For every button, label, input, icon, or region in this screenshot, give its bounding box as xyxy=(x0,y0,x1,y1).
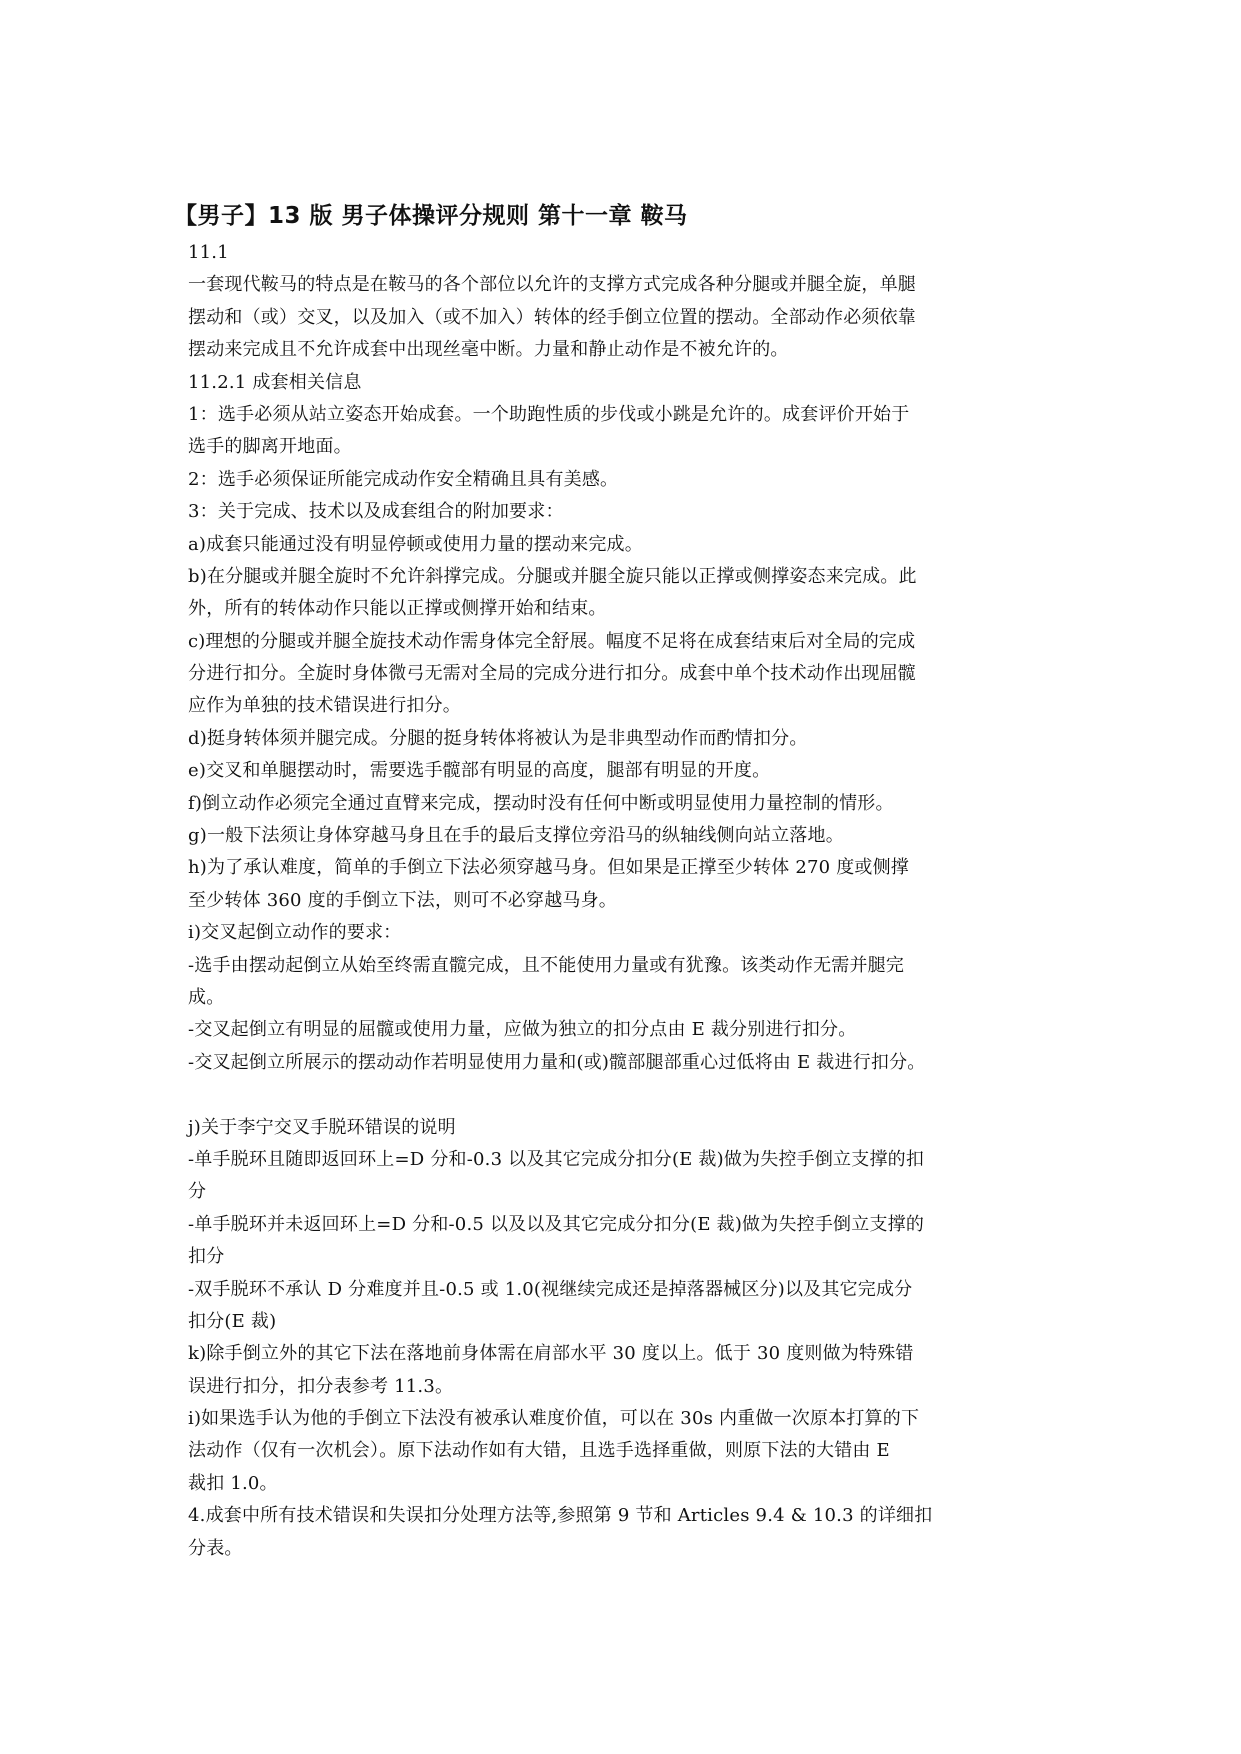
text-line: b)在分腿或并腿全旋时不允许斜撑完成。分腿或并腿全旋只能以正撑或侧撑姿态来完成。此 xyxy=(188,565,917,587)
text-line: f)倒立动作必须完全通过直臂来完成，摆动时没有任何中断或明显使用力量控制的情形。 xyxy=(188,792,894,814)
text-line: d)挺身转体须并腿完成。分腿的挺身转体将被认为是非典型动作而酌情扣分。 xyxy=(188,727,808,749)
text-line: 扣分(E 裁) xyxy=(188,1310,277,1332)
text-line: h)为了承认难度，简单的手倒立下法必须穿越马身。但如果是正撑至少转体 270 度或侧撑 xyxy=(188,857,910,879)
text-line: 选手的脚离开地面。 xyxy=(188,436,352,458)
text-line: -交叉起倒立有明显的屈髋或使用力量，应做为独立的扣分点由 E 裁分别进行扣分。 xyxy=(188,1019,857,1041)
text-line: a)成套只能通过没有明显停顿或使用力量的摆动来完成。 xyxy=(188,533,643,555)
text-line: 至少转体 360 度的手倒立下法，则可不必穿越马身。 xyxy=(188,889,617,911)
text-line: 摆动和（或）交叉，以及加入（或不加入）转体的经手倒立位置的摆动。全部动作必须依靠 xyxy=(188,306,916,328)
text-line: 裁扣 1.0。 xyxy=(188,1472,278,1494)
text-line: 误进行扣分，扣分表参考 11.3。 xyxy=(188,1375,454,1397)
text-line: 11.2.1 成套相关信息 xyxy=(188,371,362,393)
text-line: 3：关于完成、技术以及成套组合的附加要求： xyxy=(188,501,564,523)
text-line: j)关于李宁交叉手脱环错误的说明 xyxy=(188,1116,456,1138)
text-line: g)一般下法须让身体穿越马身且在手的最后支撑位旁沿马的纵轴线侧向站立落地。 xyxy=(188,825,844,847)
text-line: e)交叉和单腿摆动时，需要选手髋部有明显的高度，腿部有明显的开度。 xyxy=(188,760,771,782)
text-line: 2：选手必须保证所能完成动作安全精确且具有美感。 xyxy=(188,468,619,490)
text-line: -单手脱环并未返回环上=D 分和-0.5 以及以及其它完成分扣分(E 裁)做为失控手倒立支撑的 xyxy=(188,1213,925,1235)
blank-line xyxy=(188,1079,1068,1111)
text-line: -单手脱环且随即返回环上=D 分和-0.3 以及其它完成分扣分(E 裁)做为失控手倒立支撑的扣 xyxy=(188,1148,925,1170)
text-line: 摆动来完成且不允许成套中出现丝毫中断。力量和静止动作是不被允许的。 xyxy=(188,339,789,361)
document-body xyxy=(174,199,1068,1565)
text-line: 成。 xyxy=(188,986,225,1008)
text-line: -交叉起倒立所展示的摆动动作若明显使用力量和(或)髋部腿部重心过低将由 E 裁进行扣分。 xyxy=(188,1051,926,1073)
text-line: i)如果选手认为他的手倒立下法没有被承认难度价值，可以在 30s 内重做一次原本打算的下 xyxy=(188,1408,920,1430)
text-line: 分 xyxy=(188,1181,207,1203)
text-line: 外，所有的转体动作只能以正撑或侧撑开始和结束。 xyxy=(188,598,607,620)
text-line: 4.成套中所有技术错误和失误扣分处理方法等,参照第 9 节和 Articles 9.4 & 10.3 的详细扣 xyxy=(188,1505,933,1527)
text-line: -双手脱环不承认 D 分难度并且-0.5 或 1.0(视继续完成还是掉落器械区分)以及其它完成分 xyxy=(188,1278,913,1300)
text-line: 扣分 xyxy=(188,1246,225,1268)
text-line: 分进行扣分。全旋时身体微弓无需对全局的完成分进行扣分。成套中单个技术动作出现屈髋 xyxy=(188,663,916,685)
text-line: 一套现代鞍马的特点是在鞍马的各个部位以允许的支撑方式完成各种分腿或并腿全旋，单腿 xyxy=(188,274,916,296)
text-line: 11.1 xyxy=(188,242,229,263)
text-line: c)理想的分腿或并腿全旋技术动作需身体完全舒展。幅度不足将在成套结束后对全局的完成 xyxy=(188,630,916,652)
text-line: 1：选手必须从站立姿态开始成套。一个助跑性质的步伐或小跳是允许的。成套评价开始于 xyxy=(188,403,910,425)
text-line: -选手由摆动起倒立从始至终需直髋完成，且不能使用力量或有犹豫。该类动作无需并腿完 xyxy=(188,954,905,976)
document-title: 【男子】13 版 男子体操评分规则 第十一章 鞍马 xyxy=(174,203,688,229)
text-line: 分表。 xyxy=(188,1537,243,1559)
text-line: 法动作（仅有一次机会）。原下法动作如有大错，且选手选择重做，则原下法的大错由 E xyxy=(188,1440,890,1462)
text-line: i)交叉起倒立动作的要求： xyxy=(188,922,402,944)
text-line: 应作为单独的技术错误进行扣分。 xyxy=(188,695,461,717)
text-line: k)除手倒立外的其它下法在落地前身体需在肩部水平 30 度以上。低于 30 度则做为特殊错 xyxy=(188,1343,914,1365)
